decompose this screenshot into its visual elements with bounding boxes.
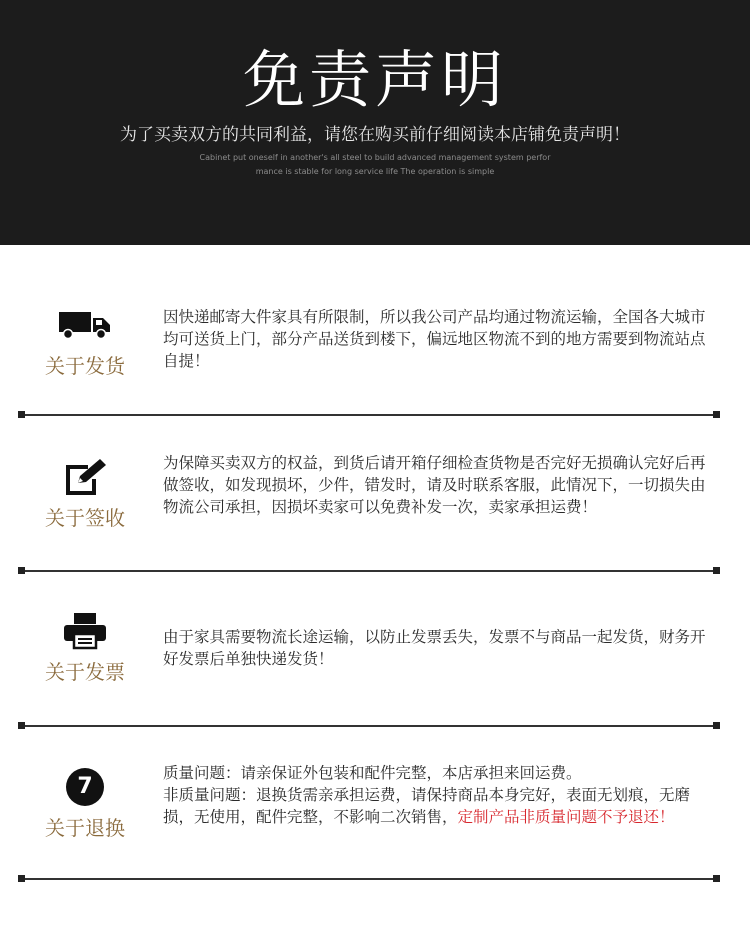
english-caption-line-1: Cabinet put oneself in another's all steel to build advanced management system perfor [199, 153, 551, 162]
english-caption [0, 151, 750, 179]
section-shipping-label: 关于发货 [45, 354, 125, 378]
disclaimer-header [0, 0, 750, 245]
non-quality-issue-text [163, 784, 711, 828]
section-returns-label: 关于退换 [45, 816, 125, 840]
section-shipping-text: 因快递邮寄大件家具有所限制，所以我公司产品均通过物流运输，全国各大城市均可送货上门，部分产品送货到楼下，偏远地区物流不到的地方需要到物流站点自提！ [163, 308, 706, 370]
page-subtitle: 为了买卖双方的共同利益，请您在购买前仔细阅读本店铺免责声明！ [120, 125, 630, 145]
section-returns-text [163, 762, 711, 828]
section-invoice-label: 关于发票 [45, 660, 125, 684]
custom-product-warning: 定制产品非质量问题不予退还！ [457, 808, 675, 826]
quality-issue-text: 质量问题：请亲保证外包装和配件完整，本店承担来回运费。 [163, 764, 582, 782]
section-receipt-label: 关于签收 [45, 506, 125, 530]
section-invoice-icon-box [0, 608, 170, 686]
non-quality-issue-body: 非质量问题：退换货需亲承担运费，请保持商品本身完好，表面无划痕，无磨损，无使用，配件完整，不影响二次销售， [163, 786, 691, 826]
divider [18, 725, 720, 727]
section-returns-icon-box [0, 764, 170, 842]
divider [18, 878, 720, 880]
printer-icon [63, 612, 107, 650]
section-invoice-text: 由于家具需要物流长途运输，以防止发票丢失，发票不与商品一起发货，财务开好发票后单独快递发货！ [163, 628, 706, 668]
divider [18, 414, 720, 416]
english-caption-line-2: mance is stable for long service life The operation is simple [255, 167, 495, 176]
edit-icon [62, 457, 108, 497]
section-receipt-text: 为保障买卖双方的权益，到货后请开箱仔细检查货物是否完好无损确认完好后再做签收，如发现损坏，少件，错发时，请及时联系客服，此情况下，一切损失由物流公司承担，因损坏卖家可以免费补发一次，卖家承担运费！ [163, 454, 706, 516]
divider [18, 570, 720, 572]
truck-icon [59, 310, 111, 340]
page-title: 免责声明 [242, 43, 507, 116]
section-shipping-icon-box [0, 302, 170, 380]
seven-day-icon: 7 [66, 768, 104, 806]
section-receipt-icon-box [0, 454, 170, 532]
